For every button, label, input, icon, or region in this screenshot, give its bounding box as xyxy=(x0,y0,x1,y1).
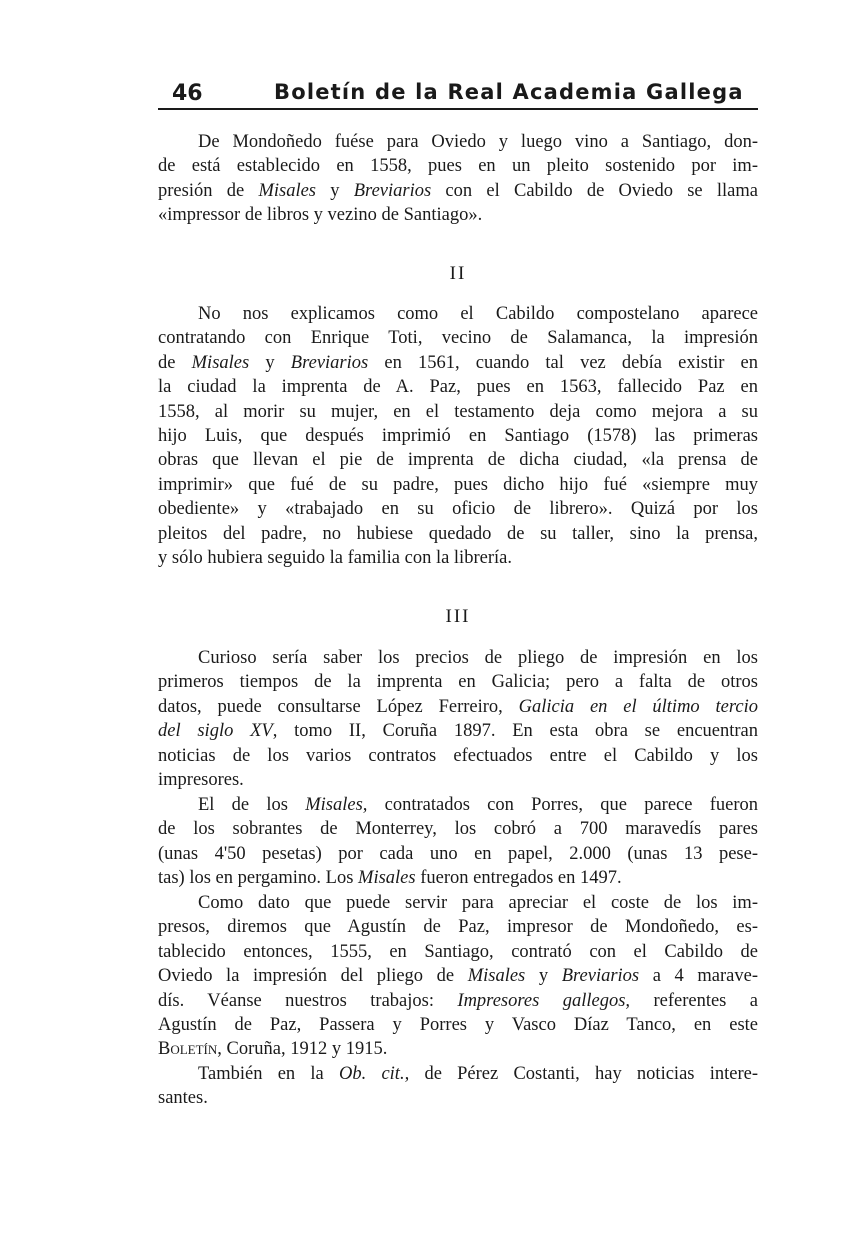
text-line: Oviedo la impresión del pliego de Misales y Breviarios a 4 marave- xyxy=(158,966,758,987)
paragraph-section-iii-2 xyxy=(158,793,758,891)
text-line: (unas 4'50 pesetas) por cada uno en papel, 2.000 (unas 13 pese- xyxy=(158,843,758,864)
text-line: la ciudad la imprenta de A. Paz, pues en 1563, fallecido Paz en xyxy=(158,377,758,398)
text-line: de Misales y Breviarios en 1561, cuando tal vez debía existir en xyxy=(158,352,759,373)
text-line: De Mondoñedo fuése para Oviedo y luego vino a Santiago, don- xyxy=(198,132,758,152)
paragraph-section-iii-3 xyxy=(158,891,758,1062)
text-line: hijo Luis, que después imprimió en Santiago (1578) las primeras xyxy=(158,426,758,447)
text-line: primeros tiempos de la imprenta en Galicia; pero a falta de otros xyxy=(158,672,758,693)
text-line: Boletín, Coruña, 1912 y 1915. xyxy=(158,1039,388,1060)
text-line: obras que llevan el pie de imprenta de dicha ciudad, «la prensa de xyxy=(158,450,758,471)
text-line: contratando con Enrique Toti, vecino de Salamanca, la impresión xyxy=(158,328,758,349)
text-line: No nos explicamos como el Cabildo compostelano aparece xyxy=(198,304,758,324)
text-line: del siglo XV, tomo II, Coruña 1897. En esta obra se encuentran xyxy=(158,721,758,742)
section-heading-iii: III xyxy=(445,606,471,627)
text-line: 1558, al morir su mujer, en el testamento deja como mejora a su xyxy=(158,401,758,422)
paragraph-section-ii xyxy=(158,302,758,570)
text-line: Como dato que puede servir para apreciar el coste de los im- xyxy=(198,893,758,913)
text-line: presos, diremos que Agustín de Paz, impresor de Mondoñedo, es- xyxy=(158,917,758,938)
section-heading-ii: II xyxy=(449,263,467,284)
text-line: tablecido entonces, 1555, en Santiago, contrató con el Cabildo de xyxy=(158,941,758,962)
text-line: Curioso sería saber los precios de pliego de impresión en los xyxy=(198,648,758,668)
text-line: y sólo hubiera seguido la familia con la librería. xyxy=(158,548,512,569)
text-line: tas) los en pergamino. Los Misales fueron entregados en 1497. xyxy=(158,868,622,889)
text-line: obediente» y «trabajado en su oficio de librero». Quizá por los xyxy=(158,499,758,520)
text-line: datos, puede consultarse López Ferreiro, Galicia en el último tercio xyxy=(158,696,758,717)
text-line: santes. xyxy=(158,1088,208,1109)
paragraph-continuation xyxy=(158,130,758,228)
paragraph-section-iii-4 xyxy=(158,1062,758,1111)
text-line: noticias de los varios contratos efectuados entre el Cabildo y los xyxy=(158,745,758,766)
boletin-small-caps: Boletín xyxy=(158,1039,218,1060)
text-line: imprimir» que fué de su padre, pues dicho hijo fué «siempre muy xyxy=(158,474,758,495)
text-line: Agustín de Paz, Passera y Porres y Vasco Díaz Tanco, en este xyxy=(158,1015,758,1036)
running-header xyxy=(158,78,758,110)
text-line: «impressor de libros y vezino de Santiago». xyxy=(158,205,483,226)
text-line: dís. Véanse nuestros trabajos: Impresores gallegos, referentes a xyxy=(158,990,759,1011)
text-line: impresores. xyxy=(158,770,244,791)
paragraph-section-iii-1 xyxy=(158,646,758,792)
text-line: El de los Misales, contratados con Porres, que parece fueron xyxy=(198,795,758,815)
text-line: presión de Misales y Breviarios con el Cabildo de Oviedo se llama xyxy=(158,180,758,201)
text-line: de está establecido en 1558, pues en un pleito sostenido por im- xyxy=(158,156,758,177)
page-number: 46 xyxy=(172,81,203,106)
journal-title: Boletín de la Real Academia Gallega xyxy=(274,80,744,104)
text-line: También en la Ob. cit., de Pérez Costanti, hay noticias intere- xyxy=(198,1064,758,1084)
text-line: pleitos del padre, no hubiese quedado de su taller, sino la prensa, xyxy=(158,523,758,544)
text-line: de los sobrantes de Monterrey, los cobró a 700 maravedís pares xyxy=(158,819,758,840)
